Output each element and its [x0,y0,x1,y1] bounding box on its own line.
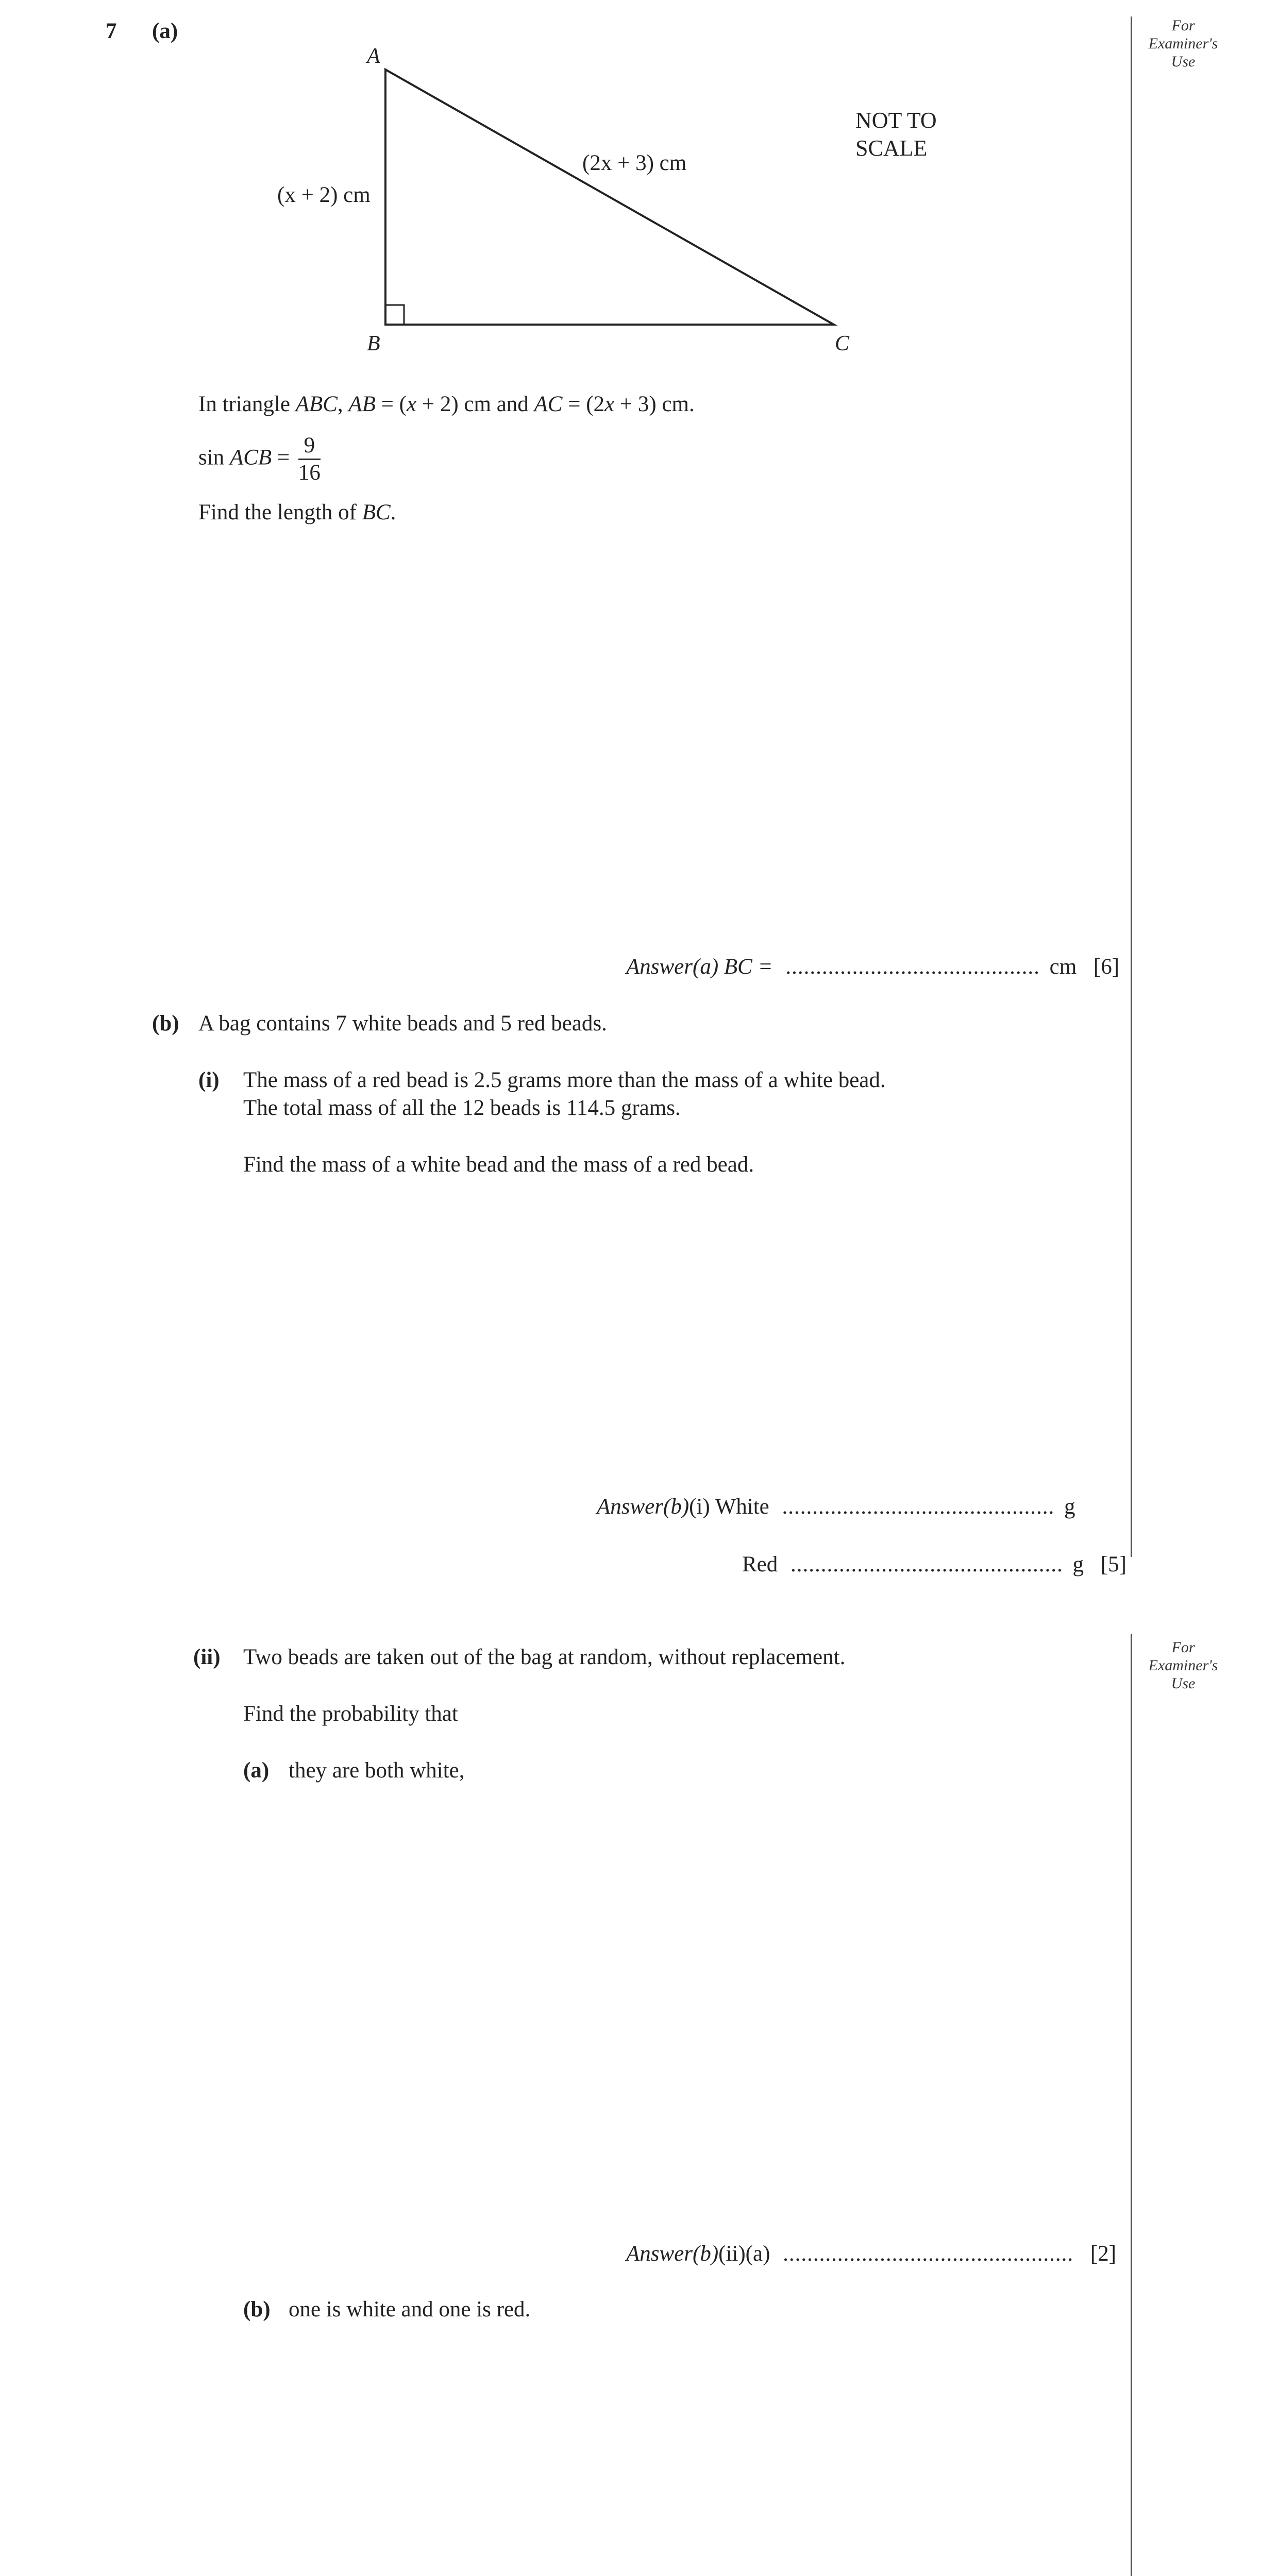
part-b-ii-b-label: (b) [243,2297,271,2321]
red-bead-answer-field[interactable]: ............................................. [791,1552,1063,1577]
triangle-abc [385,70,834,325]
part-a-label: (a) [152,19,178,43]
part-b-ii-instruction: Find the probability that [243,1702,458,1726]
part-b-ii-a-answer-line: Answer(b)(ii)(a) ................................................ [2] [626,2242,1117,2266]
part-b-ii-a-text: they are both white, [289,1758,465,1783]
vertex-c-label: C [835,332,850,355]
part-b-ii-a-marks: [2] [1090,2242,1117,2266]
part-b-ii-text: Two beads are taken out of the bag at random, without replacement. [243,1645,846,1669]
part-a-statement: In triangle ABC, AB = (x + 2) cm and AC = (2x + 3) cm. [198,392,695,416]
part-a-answer-field[interactable]: .......................................... [785,955,1040,979]
part-a-answer-line: Answer(a) BC = .......................................... cm [6] [626,955,1120,979]
examiner-use-label-top: For Examiner's Use [1148,17,1218,70]
not-to-scale-line2: SCALE [855,135,928,161]
part-b-i-instruction: Find the mass of a white bead and the mass of a red bead. [243,1153,754,1177]
vertex-b-label: B [367,332,380,355]
part-b-text: A bag contains 7 white beads and 5 red beads. [198,1011,607,1036]
part-b-i-line2: The total mass of all the 12 beads is 114.5 grams. [243,1096,681,1120]
examiner-margin-line-bottom [1131,1634,1132,2576]
right-angle-marker [385,305,404,325]
white-bead-answer-field[interactable]: ............................................. [782,1495,1055,1519]
sin-equation: sin ACB = $\frac{9}{16}$ [198,433,321,485]
not-to-scale-line1: NOT TO [855,108,937,133]
part-b-label: (b) [152,1011,179,1036]
part-a-instruction: Find the length of BC. [198,500,396,524]
triangle-diagram [0,0,1278,371]
part-b-ii-label: (ii) [193,1645,221,1669]
question-number: 7 [106,19,117,43]
part-b-ii-a-label: (a) [243,1758,270,1783]
side-ab-label: (x + 2) cm [277,183,371,207]
part-a-marks: [6] [1093,955,1120,979]
examiner-use-label-bottom: For Examiner's Use [1148,1639,1218,1692]
part-b-i-marks: [5] [1100,1552,1126,1577]
part-b-i-answer-white: Answer(b)(i) White ............................................. g [597,1495,1075,1519]
part-b-ii-b-text: one is white and one is red. [289,2297,531,2321]
vertex-a-label: A [367,44,380,68]
side-ac-label: (2x + 3) cm [582,151,687,175]
part-b-i-answer-red: Red ............................................. g [5] [742,1552,1126,1577]
part-b-i-label: (i) [198,1068,220,1092]
part-b-ii-a-answer-field[interactable]: ................................................ [783,2242,1074,2266]
sin-fraction: $\frac{9}{16}$ [298,433,321,485]
part-b-i-line1: The mass of a red bead is 2.5 grams more than the mass of a white bead. [243,1068,886,1092]
